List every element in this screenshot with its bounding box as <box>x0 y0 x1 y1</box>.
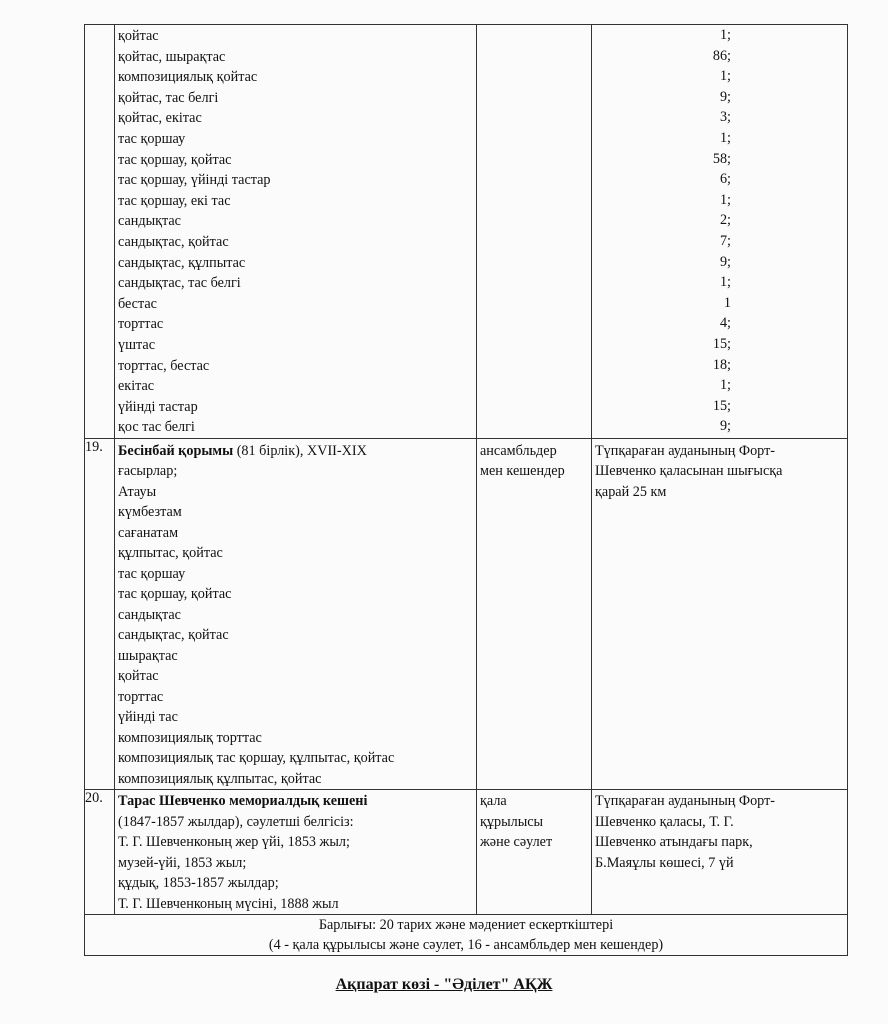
list-item: күмбезтам <box>118 504 182 521</box>
count-list <box>592 25 847 437</box>
list-item: торттас <box>118 688 164 705</box>
location-line: Шевченко атындағы парк, <box>595 834 753 851</box>
list-item: қойтас <box>118 28 159 44</box>
item-count: 1; <box>719 191 731 208</box>
total-line: Барлығы: 20 тарих және мәдениет ескерткіштері <box>318 917 614 934</box>
list-item: сандықтас <box>118 606 181 623</box>
list-item: сандықтас <box>118 213 181 230</box>
table-row <box>85 25 848 439</box>
item-count: 1; <box>719 68 731 85</box>
list-item: Т. Г. Шевченконың жер үйі, 1853 жыл; <box>118 834 350 851</box>
item-count: 1 <box>723 294 731 311</box>
list-item: үйінді тас <box>118 709 178 726</box>
source-note <box>0 976 888 994</box>
item-list <box>118 812 473 915</box>
row-number: 19. <box>85 438 115 790</box>
item-count: 9; <box>719 253 731 270</box>
item-list <box>115 25 476 438</box>
list-item: шырақтас <box>118 647 178 664</box>
total-breakdown: (4 - қала құрылысы және сәулет, 16 - ансамбльдер мен кешендер) <box>268 937 664 954</box>
row-number: 20. <box>85 790 115 915</box>
name-cell <box>115 790 477 915</box>
item-count: 7; <box>719 232 731 249</box>
monument-type-line: құрылысы <box>480 813 544 830</box>
list-item: сандықтас, тас белгі <box>118 275 241 292</box>
list-item: торттас <box>118 316 164 333</box>
list-item: сандықтас, қойтас <box>118 233 229 250</box>
location-line: Шевченко қаласы, Т. Г. <box>595 813 734 830</box>
list-item: қос тас белгі <box>118 419 195 436</box>
item-count: 1; <box>719 27 731 43</box>
list-item: Атауы <box>118 483 157 500</box>
item-count: 1; <box>719 129 731 146</box>
monument-type-line: мен кешендер <box>480 463 565 480</box>
name-cell <box>115 25 477 439</box>
list-item: тас қоршау, қойтас <box>118 151 232 168</box>
location-cell <box>592 438 848 790</box>
list-item: Т. Г. Шевченконың мүсіні, 1888 жыл <box>118 895 339 912</box>
total-cell <box>85 915 848 956</box>
list-item: сандықтас, қойтас <box>118 627 229 644</box>
list-item: композициялық қойтас <box>118 69 258 86</box>
monument-type-line: және сәулет <box>480 834 553 851</box>
item-count: 3; <box>719 109 731 126</box>
location-line: Түпқараған ауданының Форт- <box>595 793 776 810</box>
item-count: 86; <box>712 47 731 64</box>
list-item: тас қоршау <box>118 130 186 147</box>
list-item: қойтас, тас белгі <box>118 89 219 106</box>
item-count: 4; <box>719 315 731 332</box>
type-cell <box>477 25 592 439</box>
row-number-cell <box>85 25 115 439</box>
location-line: Б.Маяұлы көшесі, 7 үй <box>595 854 734 871</box>
list-item: тас қоршау, екі тас <box>118 192 231 209</box>
monuments-table <box>84 24 848 956</box>
item-count: 1; <box>719 377 731 394</box>
type-cell <box>477 790 592 915</box>
list-item: қойтас, шырақтас <box>118 48 226 65</box>
source-text: Ақпарат көзі - "Әділет" АҚЖ <box>335 976 553 993</box>
list-item: үйінді тастар <box>118 398 198 415</box>
list-item: композициялық тас қоршау, құлпытас, қойтас <box>118 750 395 767</box>
item-count: 1; <box>719 274 731 291</box>
table-row <box>85 790 848 915</box>
list-item: торттас, бестас <box>118 357 210 374</box>
location-line: қарай 25 км <box>595 483 667 500</box>
item-count: 2; <box>719 212 731 229</box>
count-cell <box>592 25 848 439</box>
list-item: композициялық құлпытас, қойтас <box>118 770 322 787</box>
list-item: қойтас, екітас <box>118 110 202 127</box>
list-item: ғасырлар; <box>118 463 178 480</box>
monument-title <box>118 791 473 812</box>
list-item: қойтас <box>118 668 159 685</box>
item-count: 15; <box>712 335 731 352</box>
location-line: Түпқараған ауданының Форт- <box>595 442 776 459</box>
item-count: 15; <box>712 397 731 414</box>
total-row <box>85 915 848 956</box>
item-count: 18; <box>712 356 731 373</box>
table-row <box>85 438 848 790</box>
monument-title-bold: Бесінбай қорымы <box>118 442 234 459</box>
list-item: сандықтас, құлпытас <box>118 254 246 271</box>
type-cell <box>477 438 592 790</box>
location-line: Шевченко қаласынан шығысқа <box>595 463 783 480</box>
list-item: музей-үйі, 1853 жыл; <box>118 854 247 871</box>
item-count: 6; <box>719 171 731 188</box>
list-item: бестас <box>118 295 157 312</box>
monument-title-rest: (81 бірлік), XVII-XIX <box>233 442 367 459</box>
monument-title <box>118 441 473 462</box>
monument-title-bold: Тарас Шевченко мемориалдық кешені <box>118 793 368 810</box>
list-item: тас қоршау, үйінді тастар <box>118 172 271 189</box>
list-item: (1847-1857 жылдар), сәулетші белгісіз: <box>118 813 354 830</box>
monument-type-line: ансамбльдер <box>480 442 557 459</box>
location-cell <box>592 790 848 915</box>
list-item: екітас <box>118 378 155 395</box>
name-cell <box>115 438 477 790</box>
item-count: 9; <box>719 418 731 435</box>
item-count: 9; <box>719 88 731 105</box>
list-item: үштас <box>118 336 155 353</box>
monument-type-line: қала <box>480 793 507 810</box>
item-count: 58; <box>712 150 731 167</box>
item-list <box>118 461 473 789</box>
list-item: сағанатам <box>118 524 179 541</box>
list-item: тас қоршау, қойтас <box>118 586 232 603</box>
list-item: құдық, 1853-1857 жылдар; <box>118 875 279 892</box>
list-item: композициялық торттас <box>118 729 262 746</box>
list-item: тас қоршау <box>118 565 186 582</box>
list-item: құлпытас, қойтас <box>118 545 223 562</box>
